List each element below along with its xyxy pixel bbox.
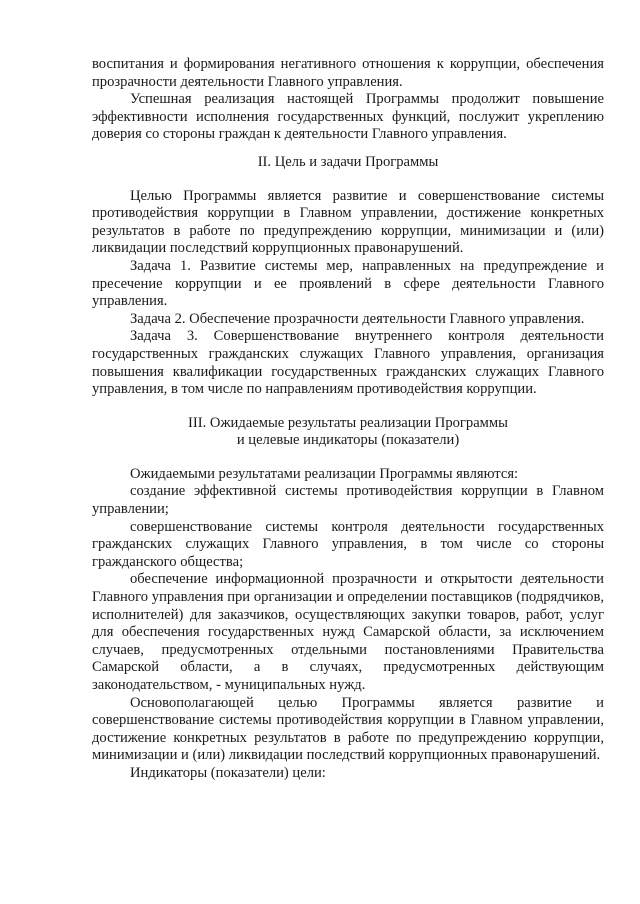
- section-3-heading-line-2: и целевые индикаторы (показатели): [236, 432, 460, 449]
- task-2-paragraph: Задача 2. Обеспечение прозрачности деятельности Главного управления.: [130, 310, 585, 327]
- task-3-paragraph: Задача 3. Совершенствование внутреннего контроля деятельности государственных гражданских служащих Главного управления, организация повышения квалификации государственных гражданских служащих Главного управления, в том числе по направлениям противодействия коррупции.: [92, 328, 604, 398]
- intro-paragraph-1: воспитания и формирования негативного отношения к коррупции, обеспечения прозрачности деятельности Главного управления.: [92, 56, 604, 90]
- document-page: [92, 56, 604, 783]
- intro-paragraph-2: Успешная реализация настоящей Программы продолжит повышение эффективности исполнения государственных функций, послужит укреплению доверия со стороны граждан к деятельности Главного управления.: [92, 91, 604, 143]
- task-1-paragraph: Задача 1. Развитие системы мер, направленных на предупреждение и пресечение коррупции и ее проявлений в сфере деятельности Главного управления.: [92, 257, 604, 310]
- section-2-goal-paragraph: Целью Программы является развитие и совершенствование системы противодействия коррупции в Главном управлении, достижение конкретных результатов в работе по предупреждению коррупции, минимизации и (или) ликвидации последствий коррупционных правонарушений.: [92, 187, 604, 257]
- expected-results-intro: Ожидаемыми результатами реализации Программы являются:: [130, 465, 519, 482]
- section-2-heading: II. Цель и задачи Программы: [257, 153, 439, 170]
- result-item-3: обеспечение информационной прозрачности и открытости деятельности Главного управления при организации и определении поставщиков (подрядчиков, исполнителей) для заказчиков, осуществляющих закупки товаров, работ, услуг для обеспечения государственных нужд Самарской области, за исключением случаев, предусмотренных отдельными постановлениями Правительства Самарской области, а в случаях, предусмотренных действующим законодательством, - муниципальных нужд.: [92, 571, 604, 693]
- indicators-heading-paragraph: Индикаторы (показатели) цели:: [130, 764, 326, 781]
- result-item-2: совершенствование системы контроля деятельности государственных гражданских служащих Главного управления, в том числе со стороны гражданского общества;: [92, 518, 604, 570]
- result-item-1: создание эффективной системы противодействия коррупции в Главном управлении;: [92, 483, 604, 518]
- main-goal-paragraph: Основополагающей целью Программы является развитие и совершенствование системы противодействия коррупции в Главном управлении, достижение конкретных результатов в работе по предупреждению коррупции, минимизации и (или) ликвидации последствий коррупционных правонарушений.: [92, 694, 604, 764]
- section-3-heading-line-1: III. Ожидаемые результаты реализации Программы: [188, 414, 508, 431]
